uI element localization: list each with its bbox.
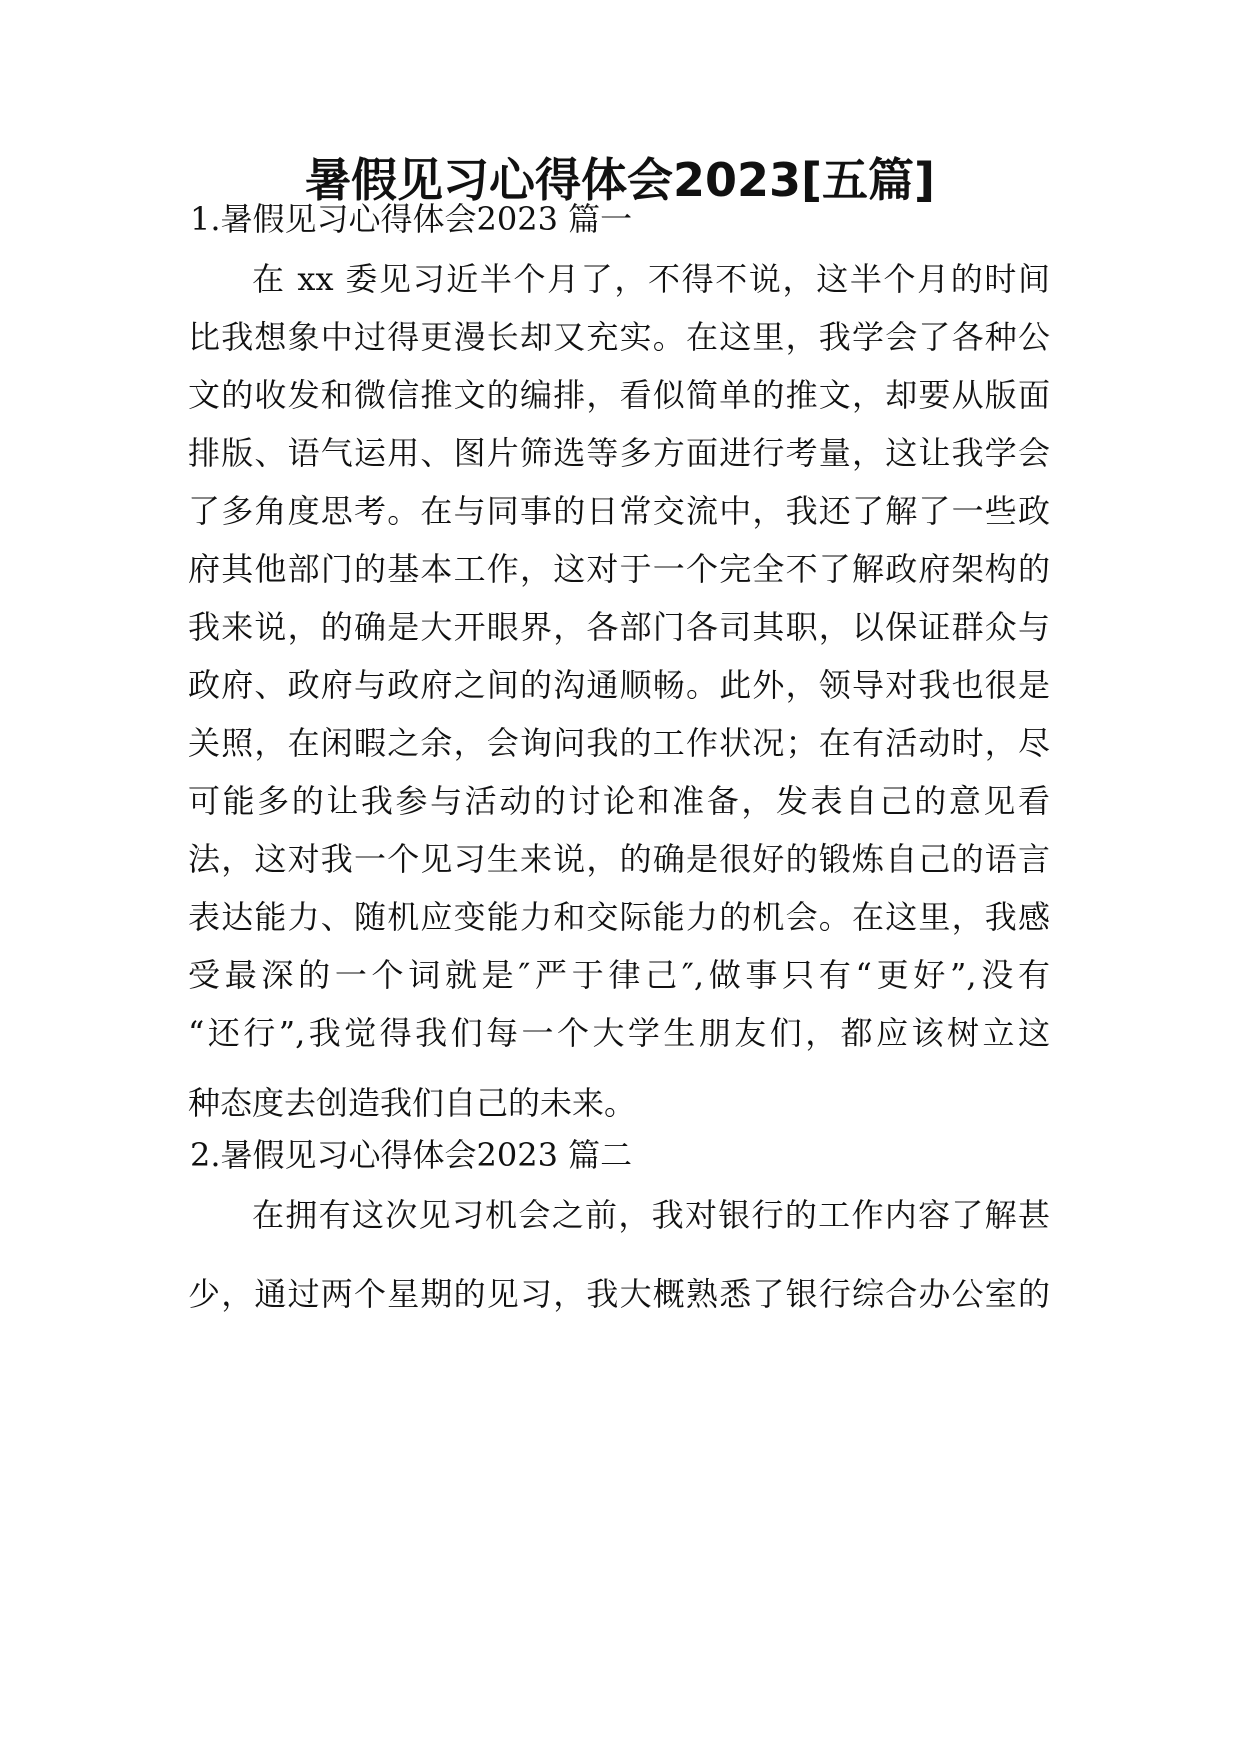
paragraph-line: “还行”,我觉得我们每一个大学生朋友们，都应该树立这 [188, 1014, 1050, 1052]
section-heading-2: 2.暑假见习心得体会2023 篇二 [190, 1136, 633, 1174]
paragraph-line: 政府、政府与政府之间的沟通顺畅。此外，领导对我也很是 [188, 666, 1050, 704]
paragraph-line: 法，这对我一个见习生来说，的确是很好的锻炼自己的语言 [188, 840, 1050, 878]
section-heading-1: 1.暑假见习心得体会2023 篇一 [190, 200, 633, 238]
paragraph-line: 我来说，的确是大开眼界，各部门各司其职，以保证群众与 [188, 608, 1050, 646]
paragraph-line: 文的收发和微信推文的编排，看似简单的推文，却要从版面 [188, 376, 1050, 414]
document-title: 暑假见习心得体会2023[五篇] [304, 153, 936, 207]
paragraph-line: 可能多的让我参与活动的讨论和准备，发表自己的意见看 [188, 782, 1050, 820]
paragraph-line: 种态度去创造我们自己的未来。 [188, 1084, 637, 1122]
paragraph-line: 在拥有这次见习机会之前，我对银行的工作内容了解甚 [252, 1196, 1050, 1234]
paragraph-line: 比我想象中过得更漫长却又充实。在这里，我学会了各种公 [188, 318, 1050, 356]
paragraph-line: 在 xx 委见习近半个月了，不得不说，这半个月的时间 [252, 260, 1050, 298]
paragraph-line: 关照，在闲暇之余，会询问我的工作状况；在有活动时，尽 [188, 724, 1050, 762]
paragraph-line: 表达能力、随机应变能力和交际能力的机会。在这里，我感 [188, 898, 1050, 936]
paragraph-line: 排版、语气运用、图片筛选等多方面进行考量，这让我学会 [188, 434, 1050, 472]
paragraph-line: 受最深的一个词就是″严于律己″,做事只有“更好”,没有 [188, 956, 1050, 994]
paragraph-line: 了多角度思考。在与同事的日常交流中，我还了解了一些政 [188, 492, 1050, 530]
paragraph-line: 府其他部门的基本工作，这对于一个完全不了解政府架构的 [188, 550, 1050, 588]
paragraph-line: 少，通过两个星期的见习，我大概熟悉了银行综合办公室的 [188, 1275, 1050, 1313]
